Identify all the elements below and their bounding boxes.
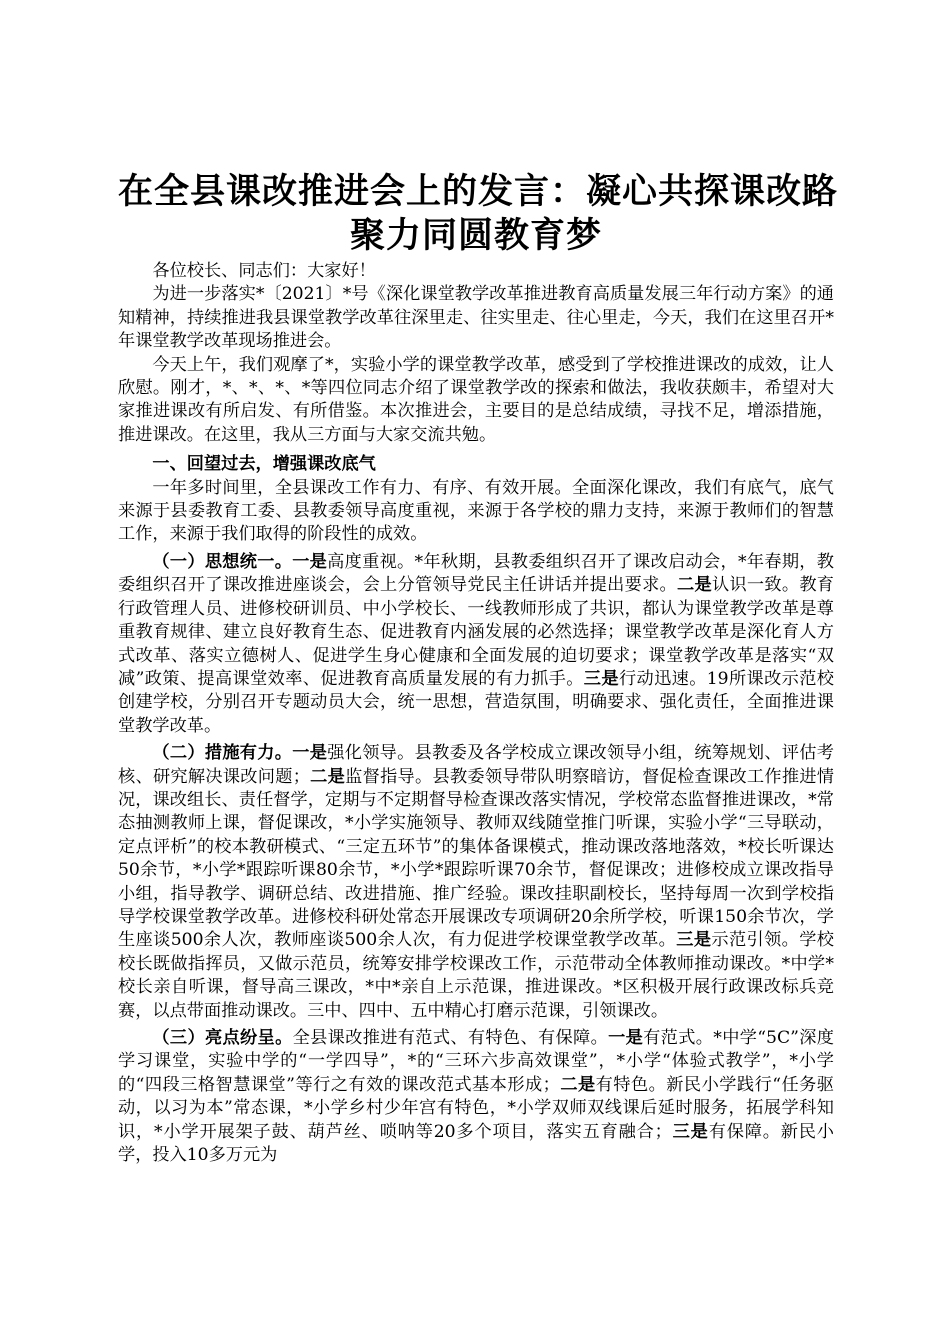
point-1-key-2: 二是 <box>677 575 712 596</box>
point-2-key-2: 二是 <box>309 766 346 787</box>
point-3-text-2: 有特色。新民小学践行“任务驱动，以习为本”常态课，*小学乡村少年宫有特色，*小学双师双线课后延时服务，拓展学科知识，*小学开展架子鼓、葫芦丝、唢呐等20多个项目，落实五育融合； <box>118 1074 834 1142</box>
point-2-key-1: 一是 <box>292 743 328 764</box>
point-2-text-2: 监督指导。县教委领导带队明察暗访，督促检查课改工作推进情况，课改组长、责任督学，定期与不定期督导检查课改落实情况，学校常态监督推进课改，*常态抽测教师上课，督促课改，*小学实施领导、教师双线随堂推门听课，实验小学“三导联动，定点评析”的校本教研模式、“三定五环节”的集体备课模式，推动课改落地落效，*校长听课达50余节，*小学*跟踪听课80余节，*小学*跟踪听课70余节，督促课改；进修校成立课改指导小组，指导教学、调研总结、改进措施、推广经验。课改挂职副校长，坚持每周一次到学校指导学校课堂教学改革。进修校科研处常态开展课改专项调研20余所学校，听课150余节次，学生座谈500余人次，教师座谈500余人次，有力促进学校课堂教学改革。 <box>118 766 834 951</box>
point-3-text-1: 有范式。*中学“5C”深度学习课堂，实验中学的“一学四导”，*的“三环六步高效课堂”，*小学“体验式教学”，*小学的“四段三格智慧课堂”等行之有效的课改范式基本形成； <box>118 1028 834 1095</box>
point-3-key-1: 一是 <box>608 1028 644 1048</box>
point-2-paragraph <box>118 742 834 1023</box>
greeting: 各位校长、同志们：大家好！ <box>152 261 376 281</box>
title-line-2: 聚力同圆教育梦 <box>349 216 602 256</box>
point-2-lead: （二）措施有力。 <box>152 743 293 764</box>
point-1-text-2: 认识一致。教育行政管理人员、进修校研训员、中小学校长、一线教师形成了共识，都认为课堂教学改革是尊重教育规律、建立良好教育生态、促进教育内涵发展的必然选择；课堂教学改革是深化育人方式改革、落实立德树人、促进学生身心健康和全面发展的迫切要求；课堂教学改革是落实“双减”政策、提高课堂效率、促进教育高质量发展的有力抓手。 <box>118 575 834 689</box>
document-page <box>118 170 839 1167</box>
title-line-1: 在全县课改推进会上的发言：凝心共探课改路 <box>118 172 839 212</box>
intro-paragraph-1: 为进一步落实*〔2021〕*号《深化课堂教学改革推进教育高质量发展三年行动方案》的通知精神，持续推进我县课堂教学改革往深里走、往实里走、往心里走，今天，我们在这里召开*年课堂教学改革现场推进会。 <box>118 284 834 352</box>
point-3-paragraph <box>118 1027 834 1167</box>
intro-paragraph-2: 今天上午，我们观摩了*，实验小学的课堂教学改革，感受到了学校推进课改的成效，让人欣慰。刚才，*、*、*、*等四位同志介绍了课堂教学改的探索和做法，我收获颇丰，希望对大家推进课改有所启发、有所借鉴。本次推进会，主要目的是总结成绩，寻找不足，增添措施，推进课改。在这里，我从三方面与大家交流共勉。 <box>118 354 834 445</box>
point-1-key-1: 一是 <box>292 551 328 572</box>
point-1-text-3: 行动迅速。19所课改示范校创建学校，分别召开专题动员大会，统一思想，营造氛围，明确要求、强化责任，全面推进课堂教学改革。 <box>118 668 834 736</box>
page-title <box>118 170 839 258</box>
point-2-text-3: 示范引领。学校校长既做指挥员，又做示范员，统筹安排学校课改工作，示范带动全体教师推动课改。*中学*校长亲自听课，督导高三课改，*中*亲自上示范课，推进课改。*区积极开展行政课改标兵竞赛，以点带面推动课改。三中、四中、五中精心打磨示范课，引领课改。 <box>118 930 834 1021</box>
point-1-text-1: 高度重视。*年秋期，县教委组织召开了课改启动会，*年春期，教委组织召开了课改推进座谈会，会上分管领导党民主任讲话并提出要求。 <box>118 551 834 596</box>
point-1-key-3: 三是 <box>583 668 619 689</box>
point-2-key-3: 三是 <box>676 930 712 951</box>
point-3-lead: （三）亮点纷呈。 <box>152 1028 293 1048</box>
point-3-key-3: 三是 <box>671 1121 709 1142</box>
point-3-text-3: 有保障。新民小学，投入10多万元为 <box>118 1121 834 1166</box>
point-3-key-2: 二是 <box>559 1074 596 1095</box>
section-heading-1: 一、回望过去，增强课改底气 <box>152 454 376 475</box>
point-1-paragraph <box>118 551 834 738</box>
point-2-text-1: 强化领导。县教委及各学校成立课改领导小组，统筹规划、评估考核、研究解决课改问题； <box>118 743 834 787</box>
point-3-intro: 全县课改推进有范式、有特色、有保障。 <box>292 1028 609 1048</box>
section1-paragraph: 一年多时间里，全县课改工作有力、有序、有效开展。全面深化课改，我们有底气，底气来源于县委教育工委、县教委领导高度重视，来源于各学校的鼎力支持，来源于教师们的智慧工作，来源于我们取得的阶段性的成效。 <box>118 477 834 545</box>
point-1-lead: （一）思想统一。 <box>152 551 293 572</box>
